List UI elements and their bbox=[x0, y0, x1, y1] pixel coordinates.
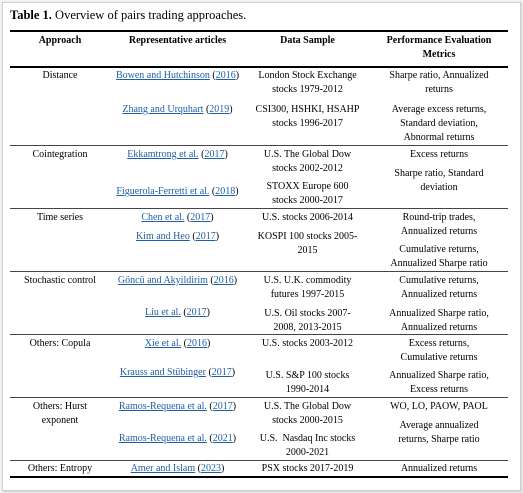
article-year-link[interactable]: 2017 bbox=[212, 401, 233, 412]
citation-paren: ( bbox=[184, 212, 191, 223]
citation-paren: ) bbox=[210, 212, 214, 223]
data-cell: U.S. U.K. commodity bbox=[263, 275, 352, 286]
metric-cell: Annualized Sharpe ratio, bbox=[389, 308, 489, 319]
table-caption bbox=[10, 8, 246, 23]
citation-paren: ( bbox=[203, 104, 210, 115]
data-cell: KOSPI 100 stocks 2005- bbox=[257, 231, 358, 242]
metric-cell: Average annualized bbox=[399, 420, 479, 431]
article-link[interactable]: Krauss and Stübinger bbox=[119, 367, 206, 378]
metric-cell: Annualized Sharpe ratio bbox=[390, 258, 488, 269]
citation-paren: ( bbox=[195, 463, 201, 474]
citation-paren: ) bbox=[220, 463, 225, 474]
article-cell bbox=[110, 274, 245, 288]
article-link[interactable]: Figuerola-Ferretti et al. bbox=[116, 186, 210, 197]
caption-label: Table 1. bbox=[10, 8, 52, 22]
article-link[interactable]: Ramos-Requena et al. bbox=[118, 401, 207, 412]
header-data-sample: Data Sample bbox=[280, 35, 335, 46]
citation-paren: ) bbox=[232, 433, 237, 444]
citation-paren: ) bbox=[235, 70, 240, 81]
data-cell: U.S. The Global Dow bbox=[263, 401, 352, 412]
metric-cell: Cumulative returns, bbox=[399, 275, 479, 286]
metric-cell: Round-trip trades, bbox=[402, 212, 476, 223]
article-link[interactable]: Ekkamtrong et al. bbox=[127, 149, 199, 160]
article-cell bbox=[110, 103, 245, 117]
row-rule bbox=[10, 208, 508, 209]
data-cell: London Stock Exchange bbox=[258, 70, 357, 81]
data-cell: U.S. Oil stocks 2007- bbox=[264, 308, 351, 319]
article-link[interactable]: Zhang and Urquhart bbox=[122, 104, 204, 115]
article-link[interactable]: Bowen and Hutchinson bbox=[115, 70, 210, 81]
article-cell bbox=[110, 69, 245, 83]
metric-cell: Cumulative returns bbox=[400, 352, 478, 363]
article-cell bbox=[110, 432, 245, 446]
data-cell: stocks 2000-2017 bbox=[272, 195, 343, 206]
article-year-link[interactable]: 2017 bbox=[195, 231, 216, 242]
article-cell bbox=[110, 306, 245, 320]
article-year-link[interactable]: 2016 bbox=[215, 70, 236, 81]
article-year-link[interactable]: 2023 bbox=[200, 463, 221, 474]
data-cell: 2000-2021 bbox=[285, 447, 330, 458]
citation-paren: ( bbox=[180, 307, 187, 318]
article-cell bbox=[110, 148, 245, 162]
article-year-link[interactable]: 2021 bbox=[212, 433, 233, 444]
metric-cell: Sharpe ratio, Standard bbox=[394, 168, 484, 179]
article-cell bbox=[110, 462, 245, 476]
metric-cell: deviation bbox=[420, 182, 458, 193]
data-cell: stocks 1979-2012 bbox=[272, 84, 343, 95]
header-metrics-line2: Metrics bbox=[422, 49, 456, 60]
metric-cell: returns, Sharpe ratio bbox=[398, 434, 480, 445]
approach-cell: exponent bbox=[41, 415, 79, 426]
data-cell: U.S. stocks 2003-2012 bbox=[261, 338, 354, 349]
article-year-link[interactable]: 2017 bbox=[211, 367, 232, 378]
approach-cell: Cointegration bbox=[32, 149, 88, 160]
data-cell: STOXX Europe 600 bbox=[266, 181, 349, 192]
row-rule bbox=[10, 460, 508, 461]
caption-text: Overview of pairs trading approaches. bbox=[51, 8, 247, 22]
data-cell: U.S. The Global Dow bbox=[263, 149, 352, 160]
article-year-link[interactable]: 2018 bbox=[215, 186, 236, 197]
article-cell bbox=[110, 211, 245, 225]
bottom-rule bbox=[10, 476, 508, 478]
metric-cell: Abnormal returns bbox=[403, 132, 475, 143]
header-approach: Approach bbox=[38, 35, 82, 46]
article-link[interactable]: Ramos-Requena et al. bbox=[118, 433, 207, 444]
citation-paren: ) bbox=[233, 275, 238, 286]
row-rule bbox=[10, 271, 508, 272]
data-cell: 1990-2014 bbox=[285, 384, 330, 395]
top-rule bbox=[10, 30, 508, 32]
data-cell: stocks 2000-2015 bbox=[272, 415, 343, 426]
article-year-link[interactable]: 2016 bbox=[186, 338, 207, 349]
data-cell: U.S. stocks 2006-2014 bbox=[261, 212, 354, 223]
citation-paren: ( bbox=[198, 149, 205, 160]
metric-cell: returns bbox=[425, 84, 453, 95]
article-year-link[interactable]: 2016 bbox=[213, 275, 234, 286]
article-year-link[interactable]: 2017 bbox=[186, 307, 207, 318]
header-rule bbox=[10, 66, 508, 68]
metric-cell: Excess returns, bbox=[408, 338, 470, 349]
data-cell: stocks 2002-2012 bbox=[272, 163, 343, 174]
citation-paren: ) bbox=[215, 231, 220, 242]
data-cell: U.S. Nasdaq Inc stocks bbox=[259, 433, 356, 444]
citation-paren: ( bbox=[206, 433, 213, 444]
article-link[interactable]: Amer and Islam bbox=[130, 463, 196, 474]
metric-cell: Annualized returns bbox=[400, 226, 478, 237]
citation-paren: ) bbox=[229, 104, 233, 115]
article-year-link[interactable]: 2017 bbox=[190, 212, 211, 223]
article-link[interactable]: Chen et al. bbox=[141, 212, 185, 223]
row-rule bbox=[10, 397, 508, 398]
data-cell: U.S. S&P 100 stocks bbox=[265, 370, 350, 381]
article-link[interactable]: Kim and Heo bbox=[135, 231, 190, 242]
metric-cell: Average excess returns, bbox=[391, 104, 487, 115]
citation-paren: ( bbox=[206, 401, 213, 412]
metric-cell: Standard deviation, bbox=[400, 118, 478, 129]
article-link[interactable]: Göncü and Akyildirim bbox=[117, 275, 208, 286]
citation-paren: ) bbox=[206, 307, 210, 318]
metric-cell: Excess returns bbox=[409, 149, 469, 160]
citation-paren: ( bbox=[181, 338, 187, 349]
citation-paren: ) bbox=[235, 186, 239, 197]
data-cell: PSX stocks 2017-2019 bbox=[261, 463, 354, 474]
citation-paren: ( bbox=[209, 186, 216, 197]
data-cell: CSI300, HSHKI, HSAHP bbox=[255, 104, 360, 115]
approach-cell: Distance bbox=[42, 70, 78, 81]
approach-cell: Others: Copula bbox=[29, 338, 91, 349]
data-cell: 2015 bbox=[297, 245, 318, 256]
citation-paren: ) bbox=[224, 149, 228, 160]
data-cell: futures 1997-2015 bbox=[270, 289, 345, 300]
metric-cell: Sharpe ratio, Annualized bbox=[389, 70, 489, 81]
citation-paren: ) bbox=[231, 367, 236, 378]
data-cell: 2008, 2013-2015 bbox=[273, 322, 342, 333]
citation-paren: ( bbox=[209, 70, 216, 81]
metric-cell: WO, LO, PAOW, PAOL bbox=[390, 401, 488, 412]
article-cell bbox=[110, 185, 245, 199]
approach-cell: Others: Hurst bbox=[32, 401, 88, 412]
article-cell bbox=[110, 337, 245, 351]
header-articles: Representative articles bbox=[128, 35, 227, 46]
citation-paren: ( bbox=[189, 231, 196, 242]
approach-cell: Stochastic control bbox=[24, 275, 96, 286]
article-link[interactable]: Xie et al. bbox=[144, 338, 182, 349]
citation-paren: ( bbox=[205, 367, 212, 378]
metric-cell: Excess returns bbox=[409, 384, 469, 395]
article-cell bbox=[110, 366, 245, 380]
article-cell bbox=[110, 400, 245, 414]
article-cell bbox=[110, 230, 245, 244]
approach-cell: Time series bbox=[36, 212, 84, 223]
citation-paren: ( bbox=[207, 275, 214, 286]
metric-cell: Annualized returns bbox=[400, 463, 478, 474]
metric-cell: Annualized returns bbox=[400, 289, 478, 300]
citation-paren: ) bbox=[206, 338, 211, 349]
article-year-link[interactable]: 2019 bbox=[209, 104, 230, 115]
approach-cell: Others: Entropy bbox=[27, 463, 93, 474]
metric-cell: Cumulative returns, bbox=[399, 244, 479, 255]
citation-paren: ) bbox=[232, 401, 237, 412]
article-link[interactable]: Liu et al. bbox=[144, 307, 181, 318]
row-rule bbox=[10, 145, 508, 146]
data-cell: stocks 1996-2017 bbox=[272, 118, 343, 129]
header-metrics-line1: Performance Evaluation bbox=[386, 35, 492, 46]
article-year-link[interactable]: 2017 bbox=[204, 149, 225, 160]
metric-cell: Annualized Sharpe ratio, bbox=[389, 370, 489, 381]
metric-cell: Annualized returns bbox=[400, 322, 478, 333]
